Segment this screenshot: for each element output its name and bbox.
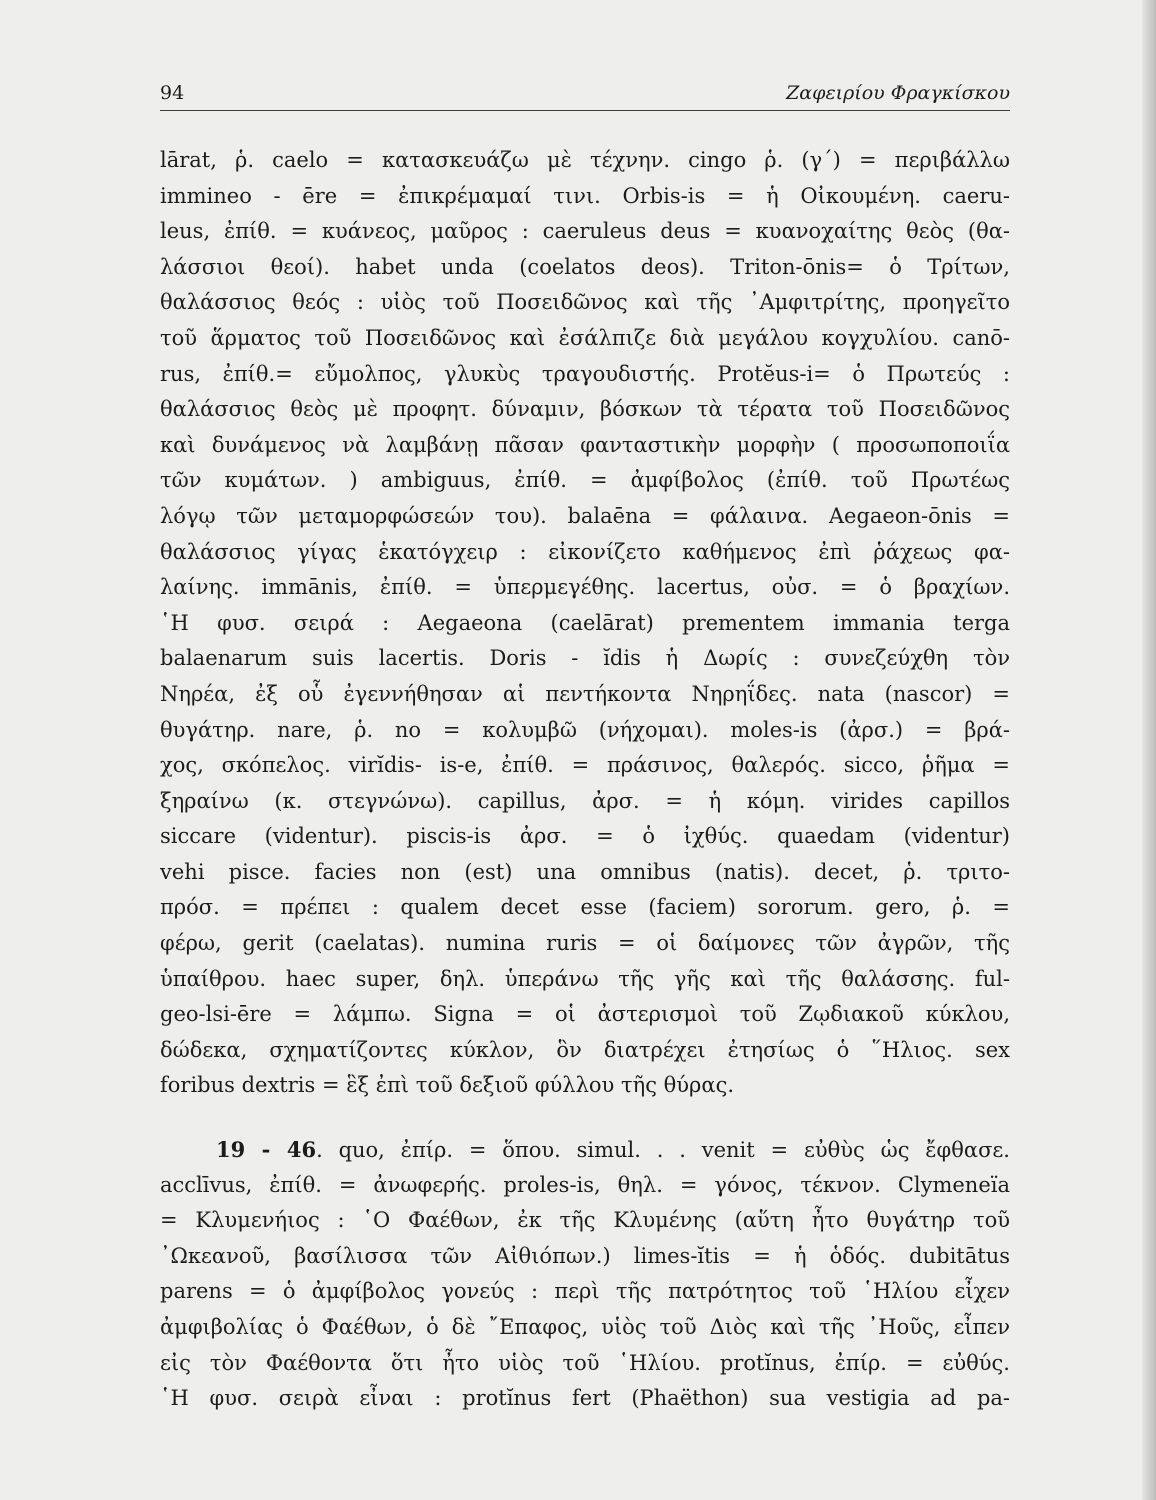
text-line: χος, σκόπελος. virĭdis- is-e, ἐπίθ. = πράσινος, θαλερός. sicco, ῥῆμα =: [160, 753, 1010, 778]
text-line: ῾Η φυσ. σειρά : Aegaeona (caelārat) prementem immania terga: [160, 610, 1010, 635]
paragraph-2: [160, 1132, 1010, 1417]
text-line: foribus dextris = ἓξ ἐπὶ τοῦ δεξιοῦ φύλλου τῆς θύρας.: [160, 1073, 735, 1098]
page-header: [160, 80, 1010, 111]
text-line: θυγάτηρ. nare, ῥ. no = κολυμβῶ (νήχομαι). moles-is (ἀρσ.) = βρά-: [160, 717, 1010, 742]
verse-range-lemma: 19 - 46: [216, 1137, 317, 1163]
text-line: Νηρέα, ἐξ οὗ ἐγεννήθησαν αἱ πεντήκοντα Νηρηΐδες. nata (nascor) =: [160, 681, 1010, 706]
text-line: λαίνης. immānis, ἐπίθ. = ὑπερμεγέθης. lacertus, οὐσ. = ὁ βραχίων.: [160, 575, 1010, 600]
text-line: ὑπαίθρου. haec super, δηλ. ὑπεράνω τῆς γῆς καὶ τῆς θαλάσσης. ful-: [160, 966, 1010, 991]
text-line: immineo - ēre = ἐπικρέμαμαί τινι. Orbis-is = ἡ Οἰκουμένη. caeru-: [160, 183, 1010, 208]
text-line: τοῦ ἅρματος τοῦ Ποσειδῶνος καὶ ἐσάλπιζε διὰ μεγάλου κογχυλίου. canō-: [160, 325, 1010, 350]
text-line: geo-lsi-ēre = λάμπω. Signa = οἱ ἀστερισμοὶ τοῦ Ζῳδιακοῦ κύκλου,: [160, 1002, 1010, 1027]
text-line: ᾿Ωκεανοῦ, βασίλισσα τῶν Αἰθιόπων.) limes-ĭtis = ἡ ὁδός. dubitātus: [160, 1243, 1010, 1268]
text-line: siccare (videntur). piscis-is ἀρσ. = ὁ ἰχθύς. quaedam (videntur): [160, 824, 1010, 849]
text-line: θαλάσσιος θεὸς μὲ προφητ. δύναμιν, βόσκων τὰ τέρατα τοῦ Ποσειδῶνος: [160, 397, 1010, 422]
text-line: φέρω, gerit (caelatas). numina ruris = οἱ δαίμονες τῶν ἀγρῶν, τῆς: [160, 931, 1010, 956]
first-line-text: . quo, ἐπίρ. = ὅπου. simul. . . venit = εὐθὺς ὡς ἔφθασε.: [316, 1138, 1010, 1163]
running-head: Ζαφειρίου Φραγκίσκου: [786, 82, 1010, 104]
page-number: 94: [160, 82, 185, 104]
text-line: rus, ἐπίθ.= εὔμολπος, γλυκὺς τραγουδιστής. Protĕus-i= ὁ Πρωτεύς :: [160, 361, 1010, 386]
text-line: πρόσ. = πρέπει : qualem decet esse (faciem) sororum. gero, ῥ. =: [160, 895, 1010, 920]
text-line: parens = ὁ ἀμφίβολος γονεύς : περὶ τῆς πατρότητος τοῦ ῾Ηλίου εἶχεν: [160, 1279, 1010, 1304]
page-body: [160, 143, 1010, 1417]
text-line: lārat, ῥ. caelo = κατασκευάζω μὲ τέχνην. cingo ῥ. (γ΄) = περιβάλλω: [160, 148, 1010, 172]
text-line: balaenarum suis lacertis. Doris - ĭdis ἡ Δωρίς : συνεζεύχθη τὸν: [160, 646, 1010, 671]
text-line: λόγῳ τῶν μεταμορφώσεών του). balaēna = φάλαινα. Aegaeon-ōnis =: [160, 503, 1010, 528]
text-line: leus, ἐπίθ. = κυάνεος, μαῦρος : caeruleus deus = κυανοχαίτης θεὸς (θα-: [160, 219, 1010, 244]
text-line: εἰς τὸν Φαέθοντα ὅτι ἦτο υἱὸς τοῦ ῾Ηλίου. protĭnus, ἐπίρ. = εὐθύς.: [160, 1350, 1010, 1375]
text-line: τῶν κυμάτων. ) ambiguus, ἐπίθ. = ἀμφίβολος (ἐπίθ. τοῦ Πρωτέως: [160, 468, 1010, 493]
page-edge-shadow: [1142, 0, 1156, 1500]
text-line: λάσσιοι θεοί). habet unda (coelatos deos). Triton-ōnis= ὁ Τρίτων,: [160, 254, 1010, 279]
text-line: acclīvus, ἐπίθ. = ἀνωφερής. proles-is, θηλ. = γόνος, τέκνον. Clymeneïa: [160, 1172, 1010, 1197]
text-line: [160, 1132, 1010, 1168]
paragraph-1: [160, 143, 1010, 1104]
text-line: ξηραίνω (κ. στεγνώνω). capillus, ἀρσ. = ἡ κόμη. virides capillos: [160, 788, 1010, 813]
paragraph-gap: [160, 1104, 1010, 1132]
text-line: θαλάσσιος θεός : υἱὸς τοῦ Ποσειδῶνος καὶ τῆς ᾿Αμφιτρίτης, προηγεῖτο: [160, 290, 1010, 315]
text-line: vehi pisce. facies non (est) una omnibus (natis). decet, ῥ. τριτο-: [160, 859, 1010, 884]
text-line: = Κλυμενήιος : ῾Ο Φαέθων, ἐκ τῆς Κλυμένης (αὕτη ἦτο θυγάτηρ τοῦ: [160, 1208, 1010, 1233]
text-line: θαλάσσιος γίγας ἑκατόγχειρ : εἰκονίζετο καθήμενος ἐπὶ ῥάχεως φα-: [160, 539, 1010, 564]
text-line: ἀμφιβολίας ὁ Φαέθων, ὁ δὲ ῎Επαφος, υἱὸς τοῦ Διὸς καὶ τῆς ᾿Ηοῦς, εἶπεν: [160, 1315, 1010, 1339]
text-line: καὶ δυνάμενος νὰ λαμβάνῃ πᾶσαν φανταστικὴν μορφὴν ( προσωποποιΐα: [160, 432, 1010, 457]
text-line: ῾Η φυσ. σειρὰ εἶναι : protĭnus fert (Phaëthon) sua vestigia ad pa-: [160, 1386, 1010, 1411]
text-line: δώδεκα, σχηματίζοντες κύκλον, ὃν διατρέχει ἐτησίως ὁ ῞Ηλιος. sex: [160, 1037, 1010, 1062]
